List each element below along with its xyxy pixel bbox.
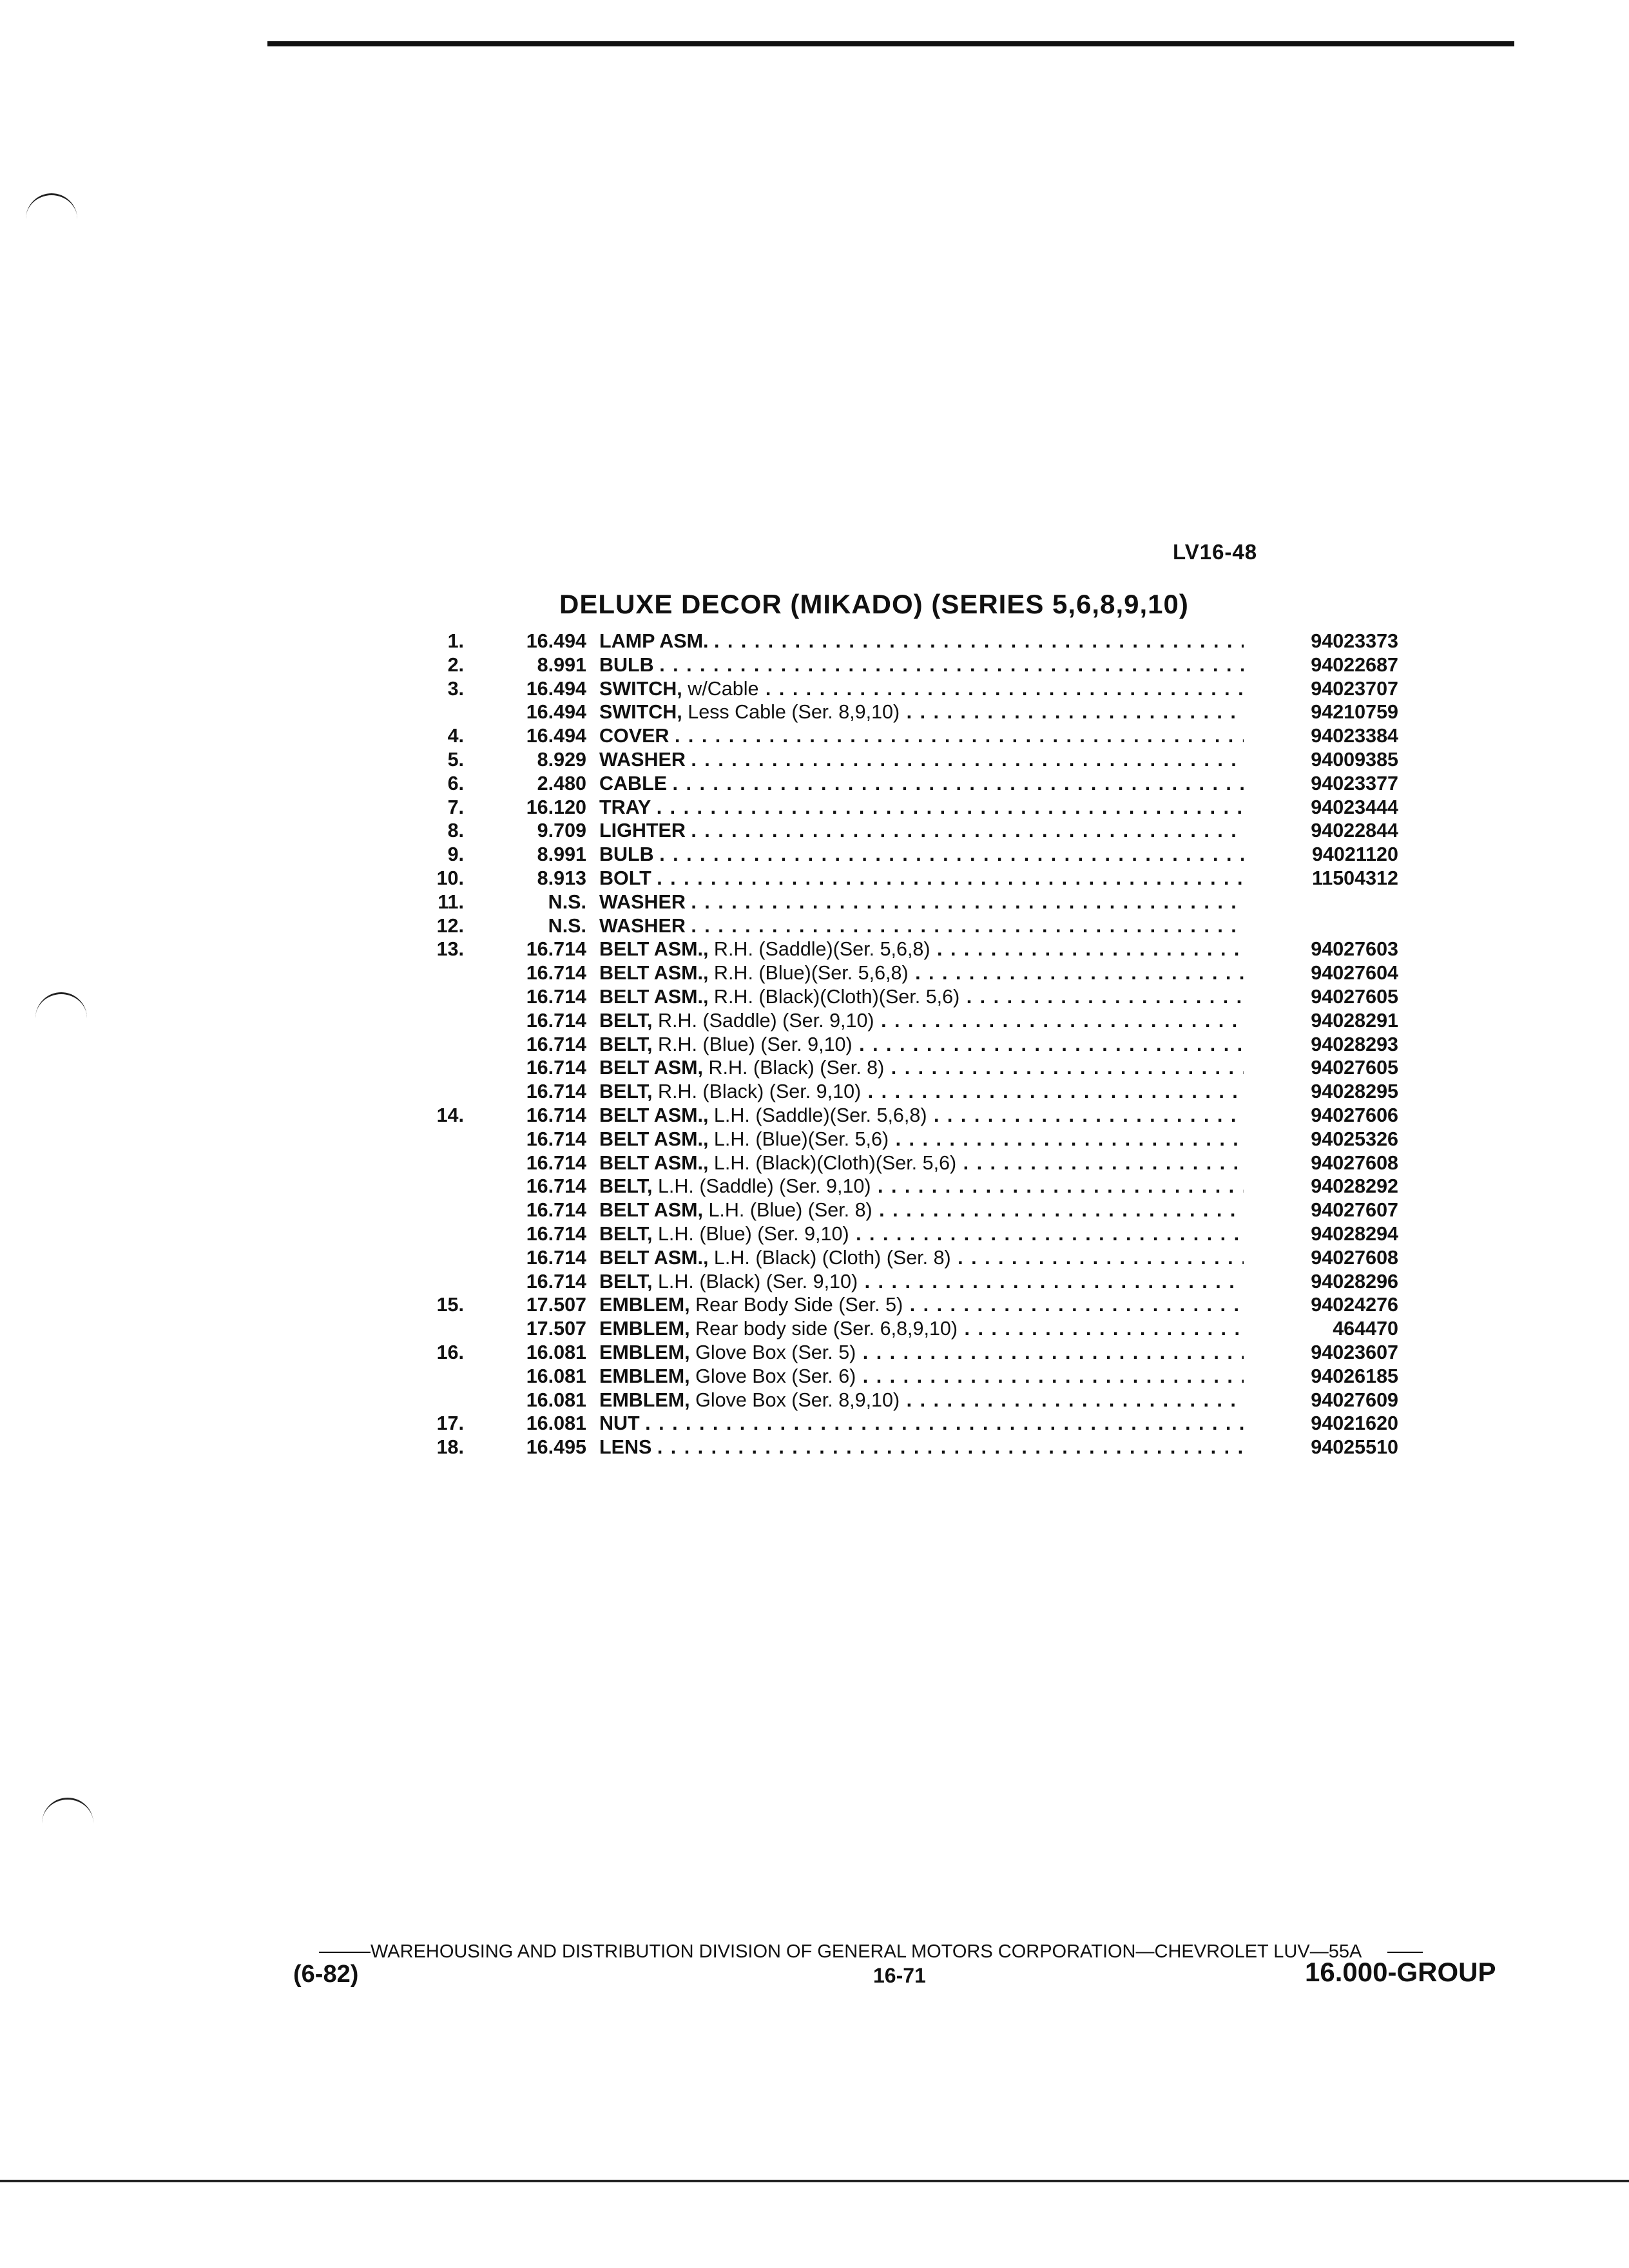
part-row <box>412 867 1398 890</box>
margin-mark <box>35 992 87 1020</box>
part-row <box>412 985 1398 1009</box>
part-row <box>412 1056 1398 1080</box>
item-number: 17. <box>436 1412 464 1435</box>
part-name: BULB <box>599 843 654 866</box>
part-number: 94024276 <box>1257 1293 1398 1317</box>
part-number: 464470 <box>1257 1317 1398 1341</box>
group-number: 16.714 <box>526 1151 586 1174</box>
part-description <box>599 914 1244 938</box>
group-number: 8.991 <box>537 653 586 676</box>
item-number: 13. <box>436 938 464 961</box>
part-qualifiers: Rear body side (Ser. 6,8,9,10) <box>695 1318 958 1340</box>
part-name: BELT, <box>599 1009 653 1032</box>
part-name: BOLT <box>599 867 651 889</box>
item-number: 14. <box>436 1104 464 1126</box>
part-description <box>599 1222 1244 1246</box>
part-name: BELT ASM., <box>599 962 709 985</box>
part-row <box>412 1222 1398 1246</box>
group-number: 16.714 <box>526 985 586 1008</box>
part-name: TRAY <box>599 796 651 818</box>
part-number: 94027607 <box>1257 1198 1398 1222</box>
part-number: 94022844 <box>1257 819 1398 843</box>
part-row <box>412 961 1398 985</box>
part-row <box>412 1341 1398 1365</box>
group-number: 16.495 <box>526 1436 586 1459</box>
part-qualifiers: R.H. (Black) (Ser. 8) <box>708 1057 885 1079</box>
part-name: BELT, <box>599 1175 653 1198</box>
part-name: CABLE <box>599 772 668 794</box>
part-description <box>599 700 1244 724</box>
part-name: BELT ASM, <box>599 1057 703 1079</box>
parts-list <box>412 629 1398 1459</box>
part-description <box>599 1317 1244 1341</box>
footer-division <box>319 1941 1423 1963</box>
item-number: 8. <box>447 820 464 842</box>
part-number: 94009385 <box>1257 748 1398 772</box>
page-title: DELUXE DECOR (MIKADO) (SERIES 5,6,8,9,10) <box>559 589 1189 619</box>
part-description <box>599 1033 1244 1057</box>
part-row <box>412 1009 1398 1033</box>
part-qualifiers: Rear Body Side (Ser. 5) <box>695 1294 903 1316</box>
part-name: SWITCH, <box>599 677 682 700</box>
group-number: 16.120 <box>526 796 586 818</box>
part-number: 94028294 <box>1257 1222 1398 1246</box>
group-number: 16.081 <box>526 1412 586 1435</box>
part-description <box>599 1246 1244 1270</box>
part-name: WASHER <box>599 748 686 771</box>
part-row <box>412 1175 1398 1198</box>
part-name: WASHER <box>599 914 686 937</box>
group-number: N.S. <box>548 890 586 913</box>
part-number: 94023377 <box>1257 772 1398 796</box>
part-name: LENS <box>599 1436 652 1459</box>
part-name: SWITCH, <box>599 701 682 724</box>
item-number: 12. <box>436 914 464 937</box>
group-number: 16.714 <box>526 1104 586 1126</box>
part-row <box>412 700 1398 724</box>
part-number: 94027605 <box>1257 985 1398 1009</box>
part-description <box>599 629 1244 653</box>
part-qualifiers: L.H. (Blue) (Ser. 8) <box>708 1199 872 1222</box>
part-description <box>599 1056 1244 1080</box>
group-number: 16.714 <box>526 1199 586 1222</box>
page-number: 16-71 <box>873 1964 926 1987</box>
group-number: 16.714 <box>526 962 586 985</box>
margin-mark <box>42 1798 93 1825</box>
part-row <box>412 1389 1398 1412</box>
part-row <box>412 1246 1398 1270</box>
part-row <box>412 677 1398 701</box>
part-row <box>412 1080 1398 1104</box>
part-name: LIGHTER <box>599 820 686 842</box>
part-name: LAMP ASM. <box>599 630 709 652</box>
part-number: 94023607 <box>1257 1341 1398 1365</box>
part-number: 94022687 <box>1257 653 1398 677</box>
group-number: 16.494 <box>526 701 586 724</box>
part-name: BELT ASM., <box>599 1128 709 1150</box>
part-description <box>599 1198 1244 1222</box>
part-number: 94021120 <box>1257 843 1398 867</box>
part-name: WASHER <box>599 890 686 913</box>
item-number: 3. <box>447 677 464 700</box>
part-name: BELT, <box>599 1270 653 1293</box>
part-description <box>599 1436 1244 1459</box>
part-number: 94027604 <box>1257 961 1398 985</box>
group-number: 16.494 <box>526 677 586 700</box>
group-number: 16.714 <box>526 1033 586 1055</box>
part-description <box>599 843 1244 867</box>
group-number: 8.929 <box>537 748 586 771</box>
part-description <box>599 1293 1244 1317</box>
group-number: 8.991 <box>537 843 586 866</box>
part-description <box>599 748 1244 772</box>
part-description <box>599 796 1244 820</box>
part-qualifiers: L.H. (Black)(Cloth)(Ser. 5,6) <box>713 1151 957 1174</box>
part-number: 94028296 <box>1257 1270 1398 1294</box>
part-name: EMBLEM, <box>599 1389 690 1411</box>
part-number: 94023373 <box>1257 629 1398 653</box>
part-description <box>599 1341 1244 1365</box>
part-qualifiers: Glove Box (Ser. 8,9,10) <box>695 1389 900 1411</box>
part-name: BELT ASM., <box>599 938 709 961</box>
part-row <box>412 724 1398 748</box>
part-name: BELT, <box>599 1222 653 1245</box>
part-name: NUT <box>599 1412 640 1435</box>
part-qualifiers: L.H. (Saddle)(Ser. 5,6,8) <box>713 1104 927 1126</box>
part-description <box>599 890 1244 914</box>
part-number: 94021620 <box>1257 1412 1398 1436</box>
part-number: 94027609 <box>1257 1389 1398 1412</box>
part-description <box>599 1270 1244 1294</box>
part-number: 94025326 <box>1257 1128 1398 1151</box>
group-number: 16.081 <box>526 1365 586 1387</box>
part-number: 94028291 <box>1257 1009 1398 1033</box>
part-row <box>412 890 1398 914</box>
part-row <box>412 843 1398 867</box>
group-number: 16.714 <box>526 1128 586 1150</box>
part-description <box>599 724 1244 748</box>
group-number: 16.714 <box>526 1057 586 1079</box>
part-description <box>599 1009 1244 1033</box>
part-description <box>599 1412 1244 1436</box>
item-number: 2. <box>447 653 464 676</box>
part-number: 94028295 <box>1257 1080 1398 1104</box>
part-number: 94027603 <box>1257 937 1398 961</box>
part-qualifiers: L.H. (Saddle) (Ser. 9,10) <box>657 1175 871 1198</box>
part-name: BELT ASM., <box>599 1151 709 1174</box>
part-number: 94025510 <box>1257 1436 1398 1459</box>
part-number: 94028292 <box>1257 1175 1398 1198</box>
part-qualifiers: Less Cable (Ser. 8,9,10) <box>688 701 900 724</box>
part-row <box>412 1412 1398 1436</box>
item-number: 11. <box>438 890 464 913</box>
footer-division-text: WAREHOUSING AND DISTRIBUTION DIVISION OF GENERAL MOTORS CORPORATION—CHEVROLET LUV—55A <box>371 1941 1362 1962</box>
part-description <box>599 1175 1244 1198</box>
group-number: 17.507 <box>526 1318 586 1340</box>
part-description <box>599 867 1244 890</box>
part-name: BELT, <box>599 1033 653 1055</box>
part-row <box>412 1365 1398 1389</box>
part-description <box>599 937 1244 961</box>
part-description <box>599 985 1244 1009</box>
item-number: 10. <box>436 867 464 889</box>
part-number: 94023444 <box>1257 796 1398 820</box>
group-number: 2.480 <box>537 772 586 794</box>
part-qualifiers: R.H. (Blue)(Ser. 5,6,8) <box>713 962 909 985</box>
part-description <box>599 819 1244 843</box>
part-qualifiers: R.H. (Saddle)(Ser. 5,6,8) <box>713 938 930 961</box>
part-name: BELT ASM, <box>599 1199 703 1222</box>
part-name: EMBLEM, <box>599 1294 690 1316</box>
part-qualifiers: w/Cable <box>688 677 759 700</box>
part-row <box>412 914 1398 938</box>
part-number: 11504312 <box>1257 867 1398 890</box>
part-row <box>412 1317 1398 1341</box>
part-row <box>412 1104 1398 1128</box>
group-number: 16.714 <box>526 1175 586 1198</box>
part-description <box>599 1365 1244 1389</box>
item-number: 18. <box>436 1436 464 1459</box>
group-number: 16.714 <box>526 1222 586 1245</box>
group-number: 9.709 <box>537 820 586 842</box>
part-number: 94026185 <box>1257 1365 1398 1389</box>
group-number: 16.714 <box>526 1270 586 1293</box>
group-number: 16.494 <box>526 630 586 652</box>
part-row <box>412 1436 1398 1459</box>
part-name: EMBLEM, <box>599 1365 690 1387</box>
part-name: BULB <box>599 653 654 676</box>
group-number: 16.714 <box>526 1009 586 1032</box>
part-row <box>412 1270 1398 1294</box>
part-qualifiers: L.H. (Blue)(Ser. 5,6) <box>713 1128 889 1150</box>
top-rule <box>267 41 1514 46</box>
part-description <box>599 1389 1244 1412</box>
item-number: 16. <box>436 1341 464 1363</box>
part-qualifiers: R.H. (Black) (Ser. 9,10) <box>657 1081 862 1103</box>
part-row <box>412 1033 1398 1057</box>
part-row <box>412 653 1398 677</box>
part-row <box>412 1151 1398 1175</box>
part-description <box>599 1128 1244 1151</box>
part-name: EMBLEM, <box>599 1318 690 1340</box>
group-number: 17.507 <box>526 1294 586 1316</box>
part-description <box>599 677 1244 701</box>
part-description <box>599 961 1244 985</box>
part-number: 94028293 <box>1257 1033 1398 1057</box>
group-number: 16.714 <box>526 1081 586 1103</box>
group-number: 16.081 <box>526 1389 586 1411</box>
item-number: 5. <box>447 748 464 771</box>
group-number: 16.494 <box>526 725 586 747</box>
item-number: 9. <box>447 843 464 866</box>
bottom-rule <box>0 2180 1629 2182</box>
part-name: BELT ASM., <box>599 985 709 1008</box>
group-number: N.S. <box>548 914 586 937</box>
part-description <box>599 1104 1244 1128</box>
part-description <box>599 1080 1244 1104</box>
part-description <box>599 1151 1244 1175</box>
part-qualifiers: Glove Box (Ser. 6) <box>695 1365 856 1387</box>
part-number: 94210759 <box>1257 700 1398 724</box>
margin-mark <box>26 193 77 221</box>
part-row <box>412 772 1398 796</box>
footer-group: 16.000-GROUP <box>1305 1957 1496 1987</box>
part-number: 94023707 <box>1257 677 1398 701</box>
part-row <box>412 819 1398 843</box>
footer-date: (6-82) <box>293 1961 359 1988</box>
group-number: 8.913 <box>537 867 586 889</box>
part-description <box>599 653 1244 677</box>
part-description <box>599 772 1244 796</box>
part-row <box>412 1293 1398 1317</box>
part-number: 94027608 <box>1257 1151 1398 1175</box>
part-qualifiers: Glove Box (Ser. 5) <box>695 1341 856 1363</box>
part-number: 94023384 <box>1257 724 1398 748</box>
part-number: 94027608 <box>1257 1246 1398 1270</box>
part-name: BELT ASM., <box>599 1246 709 1269</box>
group-number: 16.714 <box>526 938 586 961</box>
part-qualifiers: R.H. (Black)(Cloth)(Ser. 5,6) <box>713 985 960 1008</box>
part-qualifiers: R.H. (Saddle) (Ser. 9,10) <box>657 1009 874 1032</box>
part-row <box>412 1128 1398 1151</box>
part-qualifiers: L.H. (Black) (Cloth) (Ser. 8) <box>713 1246 951 1269</box>
part-number: 94027605 <box>1257 1056 1398 1080</box>
item-number: 7. <box>447 796 464 818</box>
group-number: 16.081 <box>526 1341 586 1363</box>
item-number: 6. <box>447 772 464 794</box>
part-row <box>412 629 1398 653</box>
item-number: 15. <box>436 1294 464 1316</box>
item-number: 4. <box>447 725 464 747</box>
part-qualifiers: R.H. (Blue) (Ser. 9,10) <box>657 1033 853 1055</box>
part-name: COVER <box>599 725 670 747</box>
part-row <box>412 937 1398 961</box>
part-row <box>412 796 1398 820</box>
part-number: 94027606 <box>1257 1104 1398 1128</box>
part-row <box>412 748 1398 772</box>
catalog-code: LV16-48 <box>1173 540 1258 564</box>
part-qualifiers: L.H. (Black) (Ser. 9,10) <box>657 1270 858 1293</box>
part-name: BELT, <box>599 1081 653 1103</box>
part-qualifiers: L.H. (Blue) (Ser. 9,10) <box>657 1222 849 1245</box>
part-name: EMBLEM, <box>599 1341 690 1363</box>
group-number: 16.714 <box>526 1246 586 1269</box>
item-number: 1. <box>447 630 464 652</box>
part-name: BELT ASM., <box>599 1104 709 1126</box>
part-row <box>412 1198 1398 1222</box>
